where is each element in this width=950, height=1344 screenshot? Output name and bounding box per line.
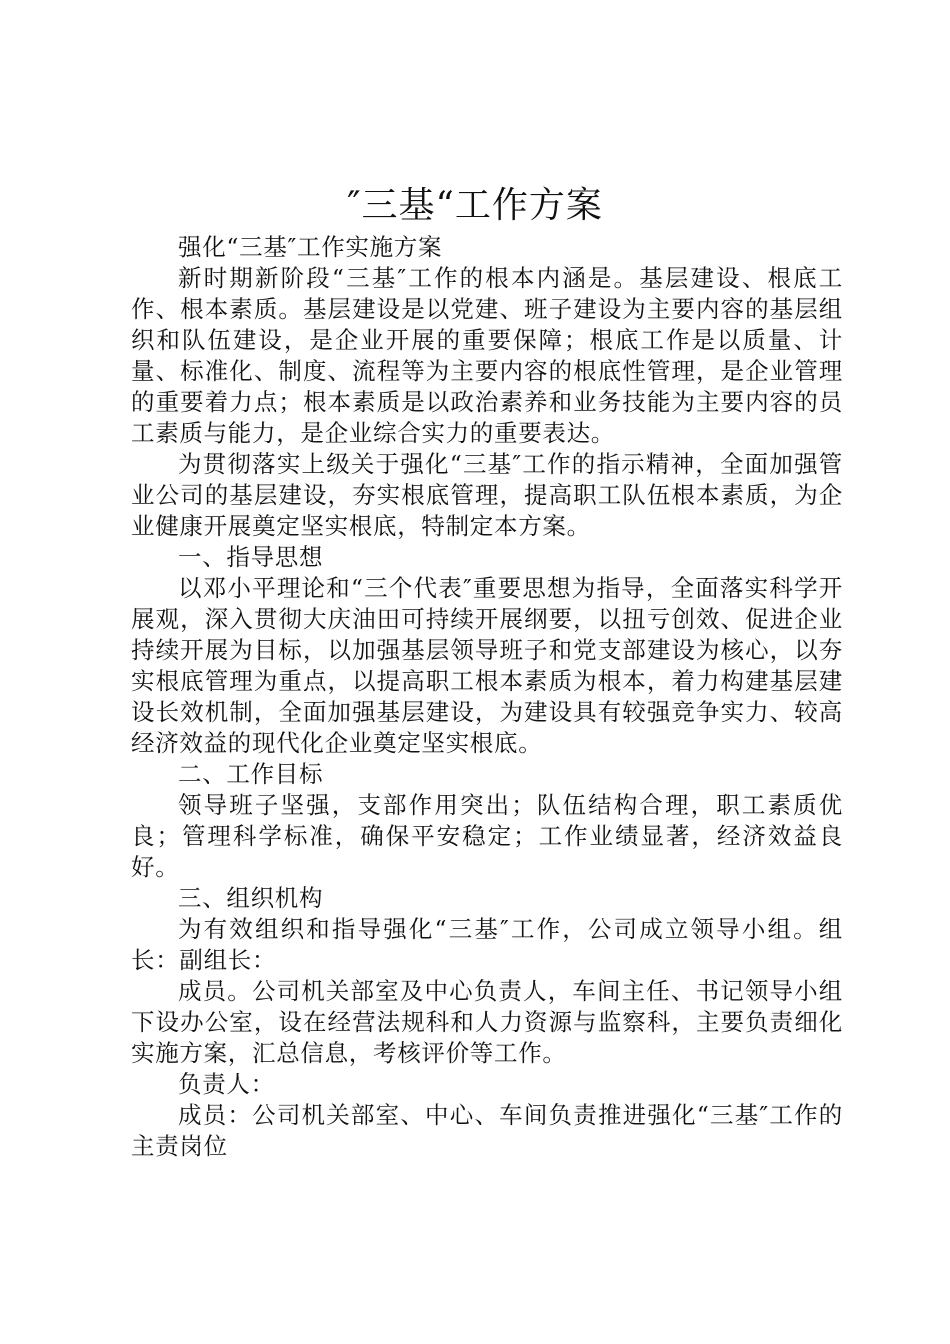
paragraph-members: 成员。公司机关部室及中心负责人，车间主任、书记领导小组下设办公室，设在经营法规科和人力资源与监察科，主要负责细化实施方案，汇总信息，考核评价等工作。: [131, 977, 843, 1067]
paragraph-subtitle: 强化“三基″工作实施方案: [178, 233, 443, 261]
section-heading-organization: 三、组织机构: [178, 884, 324, 912]
paragraph-members-posts: 成员：公司机关部室、中心、车间负责推进强化“三基″工作的主责岗位: [131, 1101, 843, 1160]
section-heading-work-goals: 二、工作目标: [178, 760, 324, 788]
paragraph-connotation: 新时期新阶段“三基″工作的根本内涵是。基层建设、根底工作、根本素质。基层建设是以党建、班子建设为主要内容的基层组织和队伍建设，是企业开展的重要保障；根底工作是以质量、计量、标准化、制度、流程等为主要内容的根底性管理，是企业管理的重要着力点；根本素质是以政治素养和业务技能为主要内容的员工素质与能力，是企业综合实力的重要表达。: [131, 264, 843, 447]
document-title: ″三基“工作方案: [347, 185, 603, 226]
paragraph-leading-group: 为有效组织和指导强化“三基″工作，公司成立领导小组。组长：副组长：: [131, 915, 843, 974]
paragraph-responsible-person: 负责人：: [178, 1070, 275, 1098]
paragraph-purpose: 为贯彻落实上级关于强化“三基″工作的指示精神，全面加强管业公司的基层建设，夯实根底管理，提高职工队伍根本素质，为企业健康开展奠定坚实根底，特制定本方案。: [131, 450, 843, 540]
paragraph-work-goals: 领导班子坚强，支部作用突出；队伍结构合理，职工素质优良；管理科学标准，确保平安稳定；工作业绩显著，经济效益良好。: [131, 791, 843, 881]
paragraph-guiding-ideology: 以邓小平理论和“三个代表″重要思想为指导，全面落实科学开展观，深入贯彻大庆油田可持续开展纲要，以扭亏创效、促进企业持续开展为目标，以加强基层领导班子和党支部建设为核心，以夯实根底管理为重点，以提高职工根本素质为根本，着力构建基层建设长效机制，全面加强基层建设，为建设具有较强竞争实力、较高经济效益的现代化企业奠定坚实根底。: [131, 574, 843, 757]
section-heading-guiding-ideology: 一、指导思想: [178, 543, 324, 571]
document-body: [131, 232, 843, 1162]
